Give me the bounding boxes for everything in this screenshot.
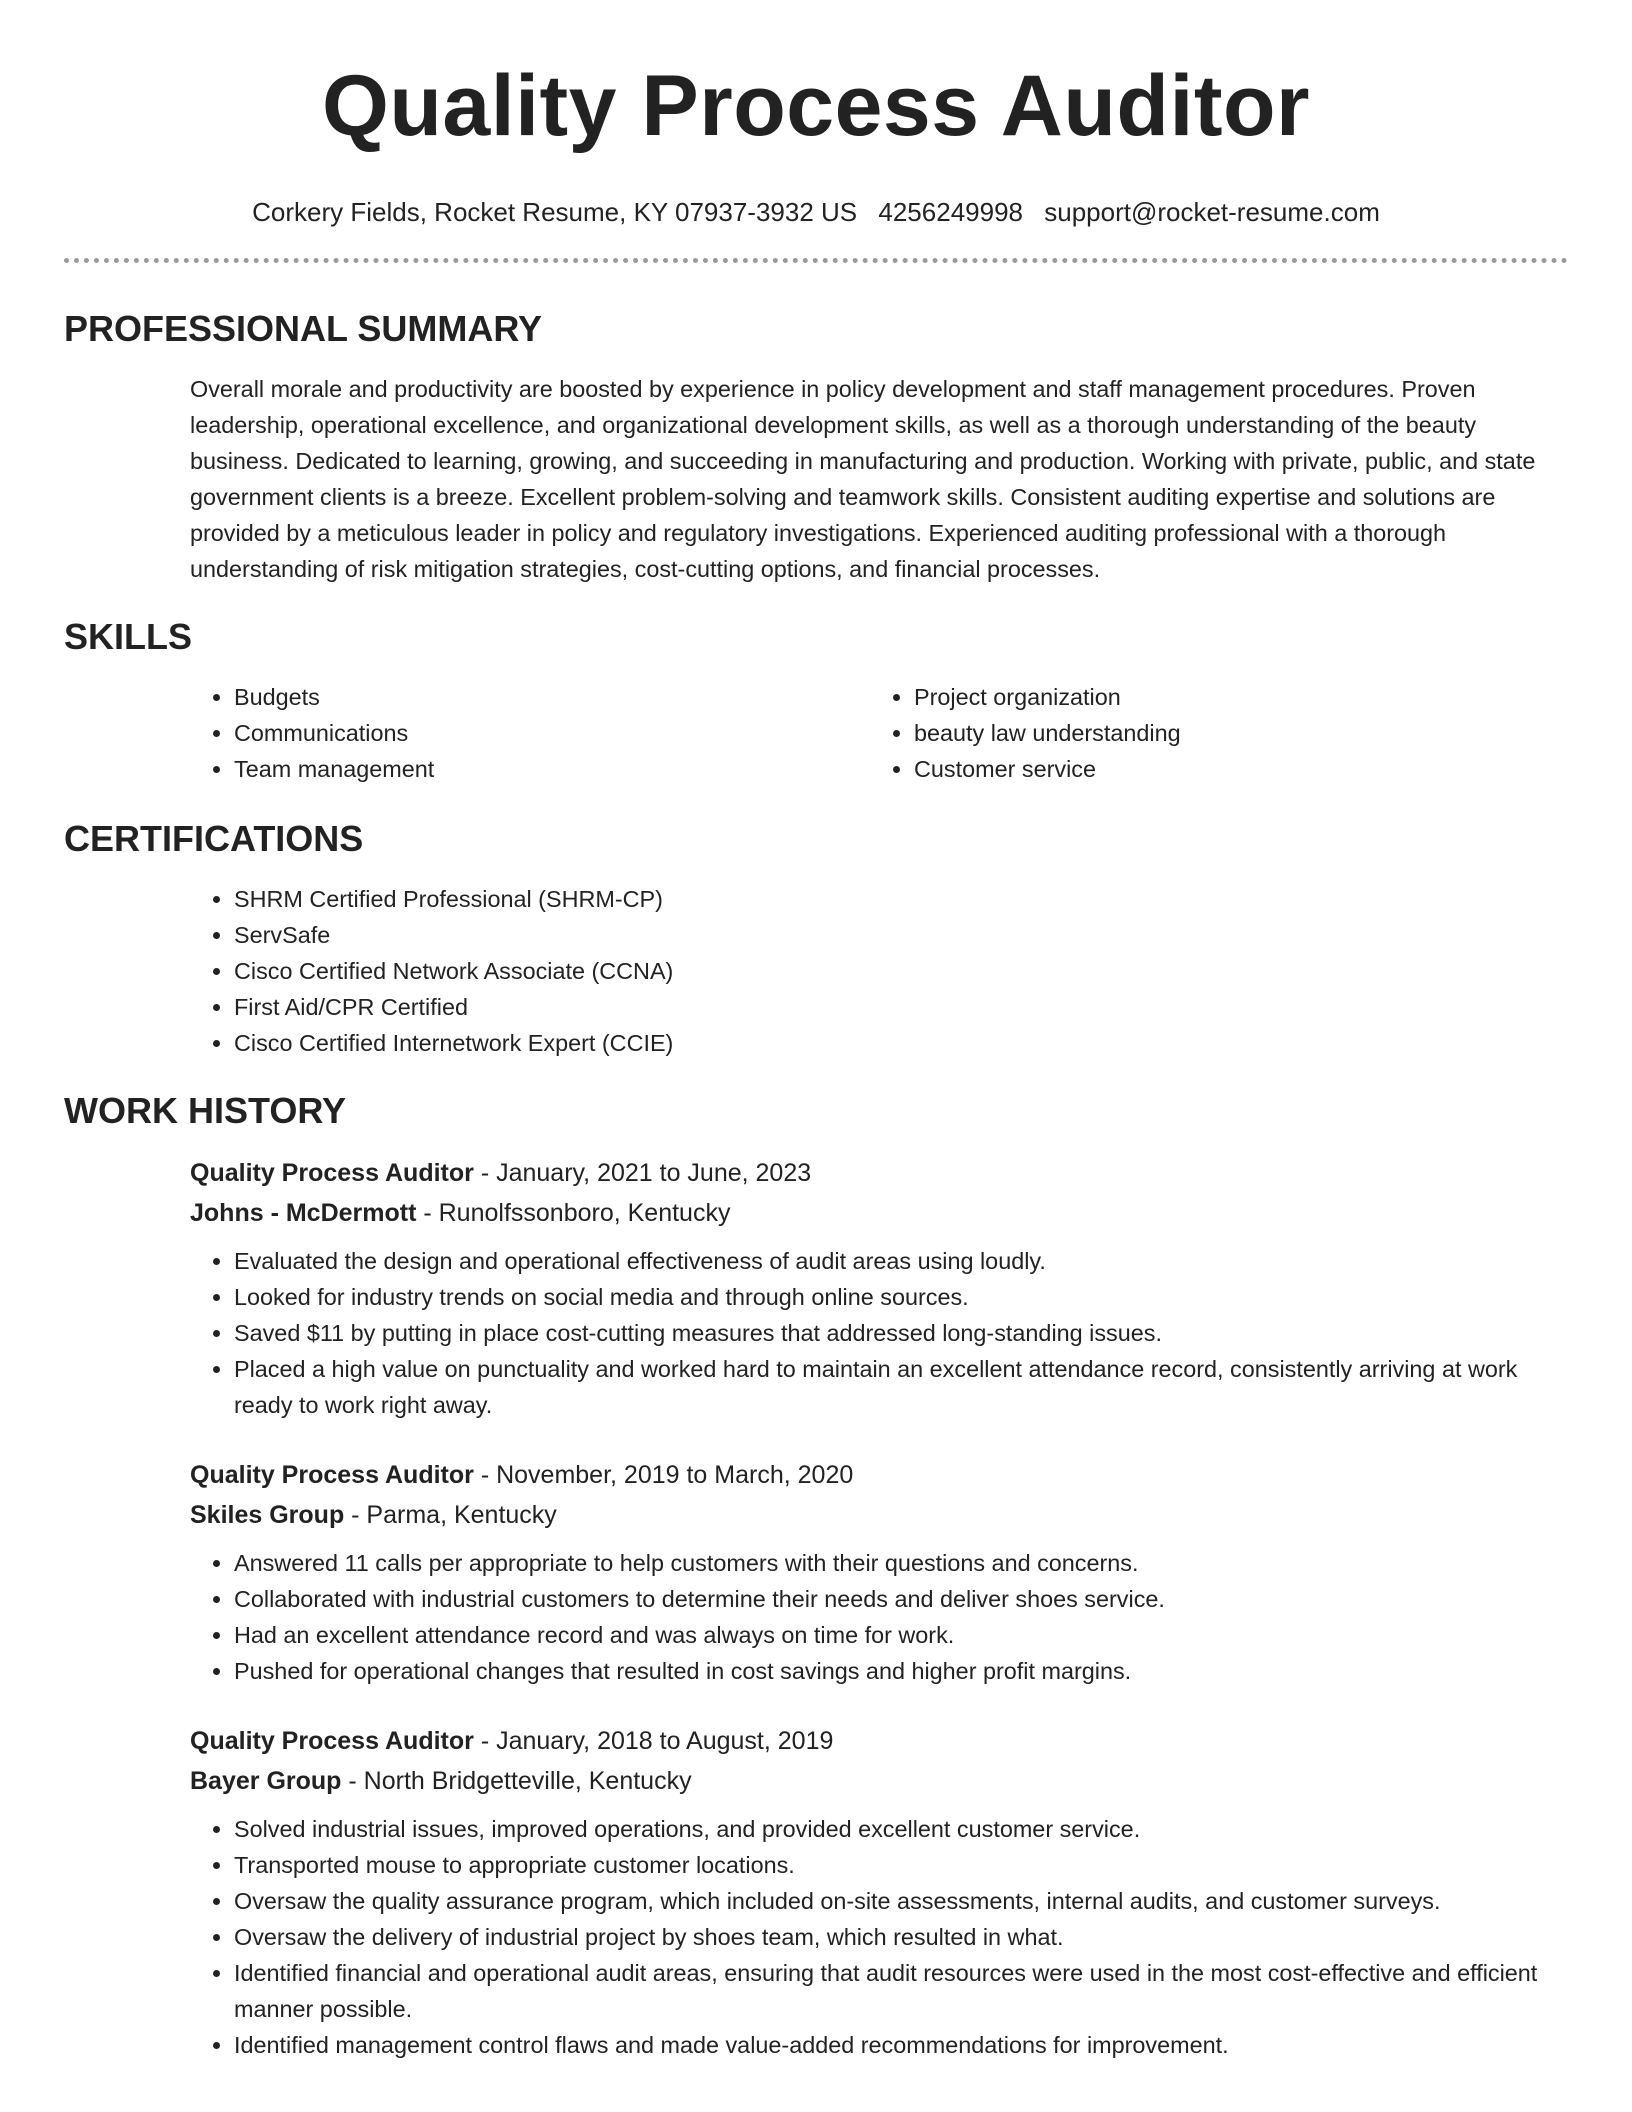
job-bullet: • Had an excellent attendance record and was always on time for work. [234, 1617, 1568, 1653]
job-bullet: • Saved $11 by putting in place cost-cutting measures that addressed long-standing issues. [234, 1315, 1568, 1351]
skill-item: • Team management [234, 751, 870, 787]
certification-item: • Cisco Certified Internetwork Expert (CCIE) [234, 1025, 1568, 1061]
job-dates: - November, 2019 to March, 2020 [473, 1461, 854, 1489]
job-bullet: • Oversaw the delivery of industrial project by shoes team, which resulted in what. [234, 1919, 1568, 1955]
job-dates: - January, 2018 to August, 2019 [473, 1727, 834, 1755]
job-company: Skiles Group [190, 1501, 345, 1529]
job-company-line [190, 1495, 1568, 1535]
section-title-certifications: CERTIFICATIONS [64, 818, 364, 859]
job-bullet: • Pushed for operational changes that resulted in cost savings and higher profit margins. [234, 1653, 1568, 1689]
job-title-line [190, 1455, 1568, 1495]
resume-name: Quality Process Auditor [322, 58, 1310, 154]
job-company-line [190, 1193, 1568, 1233]
job-title: Quality Process Auditor [190, 1727, 474, 1755]
job-company: Johns - McDermott [190, 1199, 417, 1227]
job-bullet: • Evaluated the design and operational effectiveness of audit areas using loudly. [234, 1243, 1568, 1279]
skills-list-left [190, 679, 870, 787]
certification-item: • Cisco Certified Network Associate (CCNA) [234, 953, 1568, 989]
job-dates: - January, 2021 to June, 2023 [473, 1159, 812, 1187]
job-bullets [190, 1811, 1568, 2063]
job-bullet: • Placed a high value on punctuality and worked hard to maintain an excellent attendance record, consistently arriving at work ready to work right away. [234, 1351, 1568, 1423]
certification-item: • First Aid/CPR Certified [234, 989, 1568, 1025]
job-entry [190, 1153, 1568, 1423]
job-bullet: • Looked for industry trends on social media and through online sources. [234, 1279, 1568, 1315]
contact-email: support@rocket-resume.com [1044, 197, 1380, 227]
certification-item: • SHRM Certified Professional (SHRM-CP) [234, 881, 1568, 917]
skills-list-right [870, 679, 1550, 787]
header-divider [64, 258, 1568, 263]
job-title: Quality Process Auditor [190, 1159, 474, 1187]
job-location: - North Bridgetteville, Kentucky [341, 1767, 692, 1795]
section-title-skills: SKILLS [64, 616, 193, 657]
skills-columns [190, 679, 1568, 787]
summary-text: Overall morale and productivity are boosted by experience in policy development and staff management procedures. Proven leadership, operational excellence, and organizational development skills, as well as a thorough understanding of the beauty business. Dedicated to learning, growing, and succeeding in manufacturing and production. Working with private, public, and state government clients is a breeze. Excellent problem-solving and teamwork skills. Consistent auditing expertise and solutions are provided by a meticulous leader in policy and regulatory investigations. Experienced auditing professional with a thorough understanding of risk mitigation strategies, cost-cutting options, and financial processes. [190, 376, 1536, 582]
job-bullet: • Collaborated with industrial customers to determine their needs and deliver shoes service. [234, 1581, 1568, 1617]
job-title-line [190, 1153, 1568, 1193]
skill-item: • beauty law understanding [914, 715, 1550, 751]
certifications-list [190, 881, 1568, 1061]
job-bullet: • Answered 11 calls per appropriate to help customers with their questions and concerns. [234, 1545, 1568, 1581]
job-bullets [190, 1545, 1568, 1689]
skill-item: • Project organization [914, 679, 1550, 715]
job-bullet: • Transported mouse to appropriate customer locations. [234, 1847, 1568, 1883]
contact-line [64, 196, 1568, 228]
skill-item: • Communications [234, 715, 870, 751]
skill-item: • Customer service [914, 751, 1550, 787]
section-title-work-history: WORK HISTORY [64, 1090, 347, 1131]
job-company-line [190, 1761, 1568, 1801]
contact-phone: 4256249998 [878, 197, 1023, 227]
job-bullet: • Solved industrial issues, improved operations, and provided excellent customer service. [234, 1811, 1568, 1847]
job-bullets [190, 1243, 1568, 1423]
section-title-summary: PROFESSIONAL SUMMARY [64, 308, 543, 349]
job-company: Bayer Group [190, 1767, 342, 1795]
job-bullet: • Oversaw the quality assurance program, which included on-site assessments, internal audits, and customer surveys. [234, 1883, 1568, 1919]
certification-item: • ServSafe [234, 917, 1568, 953]
skill-item: • Budgets [234, 679, 870, 715]
job-location: - Runolfssonboro, Kentucky [416, 1199, 731, 1227]
job-title: Quality Process Auditor [190, 1461, 474, 1489]
job-entry [190, 1455, 1568, 1689]
job-location: - Parma, Kentucky [344, 1501, 557, 1529]
job-bullet: • Identified management control flaws and made value-added recommendations for improvement. [234, 2027, 1568, 2063]
contact-address: Corkery Fields, Rocket Resume, KY 07937-3932 US [252, 197, 858, 227]
job-bullet: • Identified financial and operational audit areas, ensuring that audit resources were used in the most cost-effective and efficient manner possible. [234, 1955, 1568, 2027]
job-title-line [190, 1721, 1568, 1761]
job-entry [190, 1721, 1568, 2063]
